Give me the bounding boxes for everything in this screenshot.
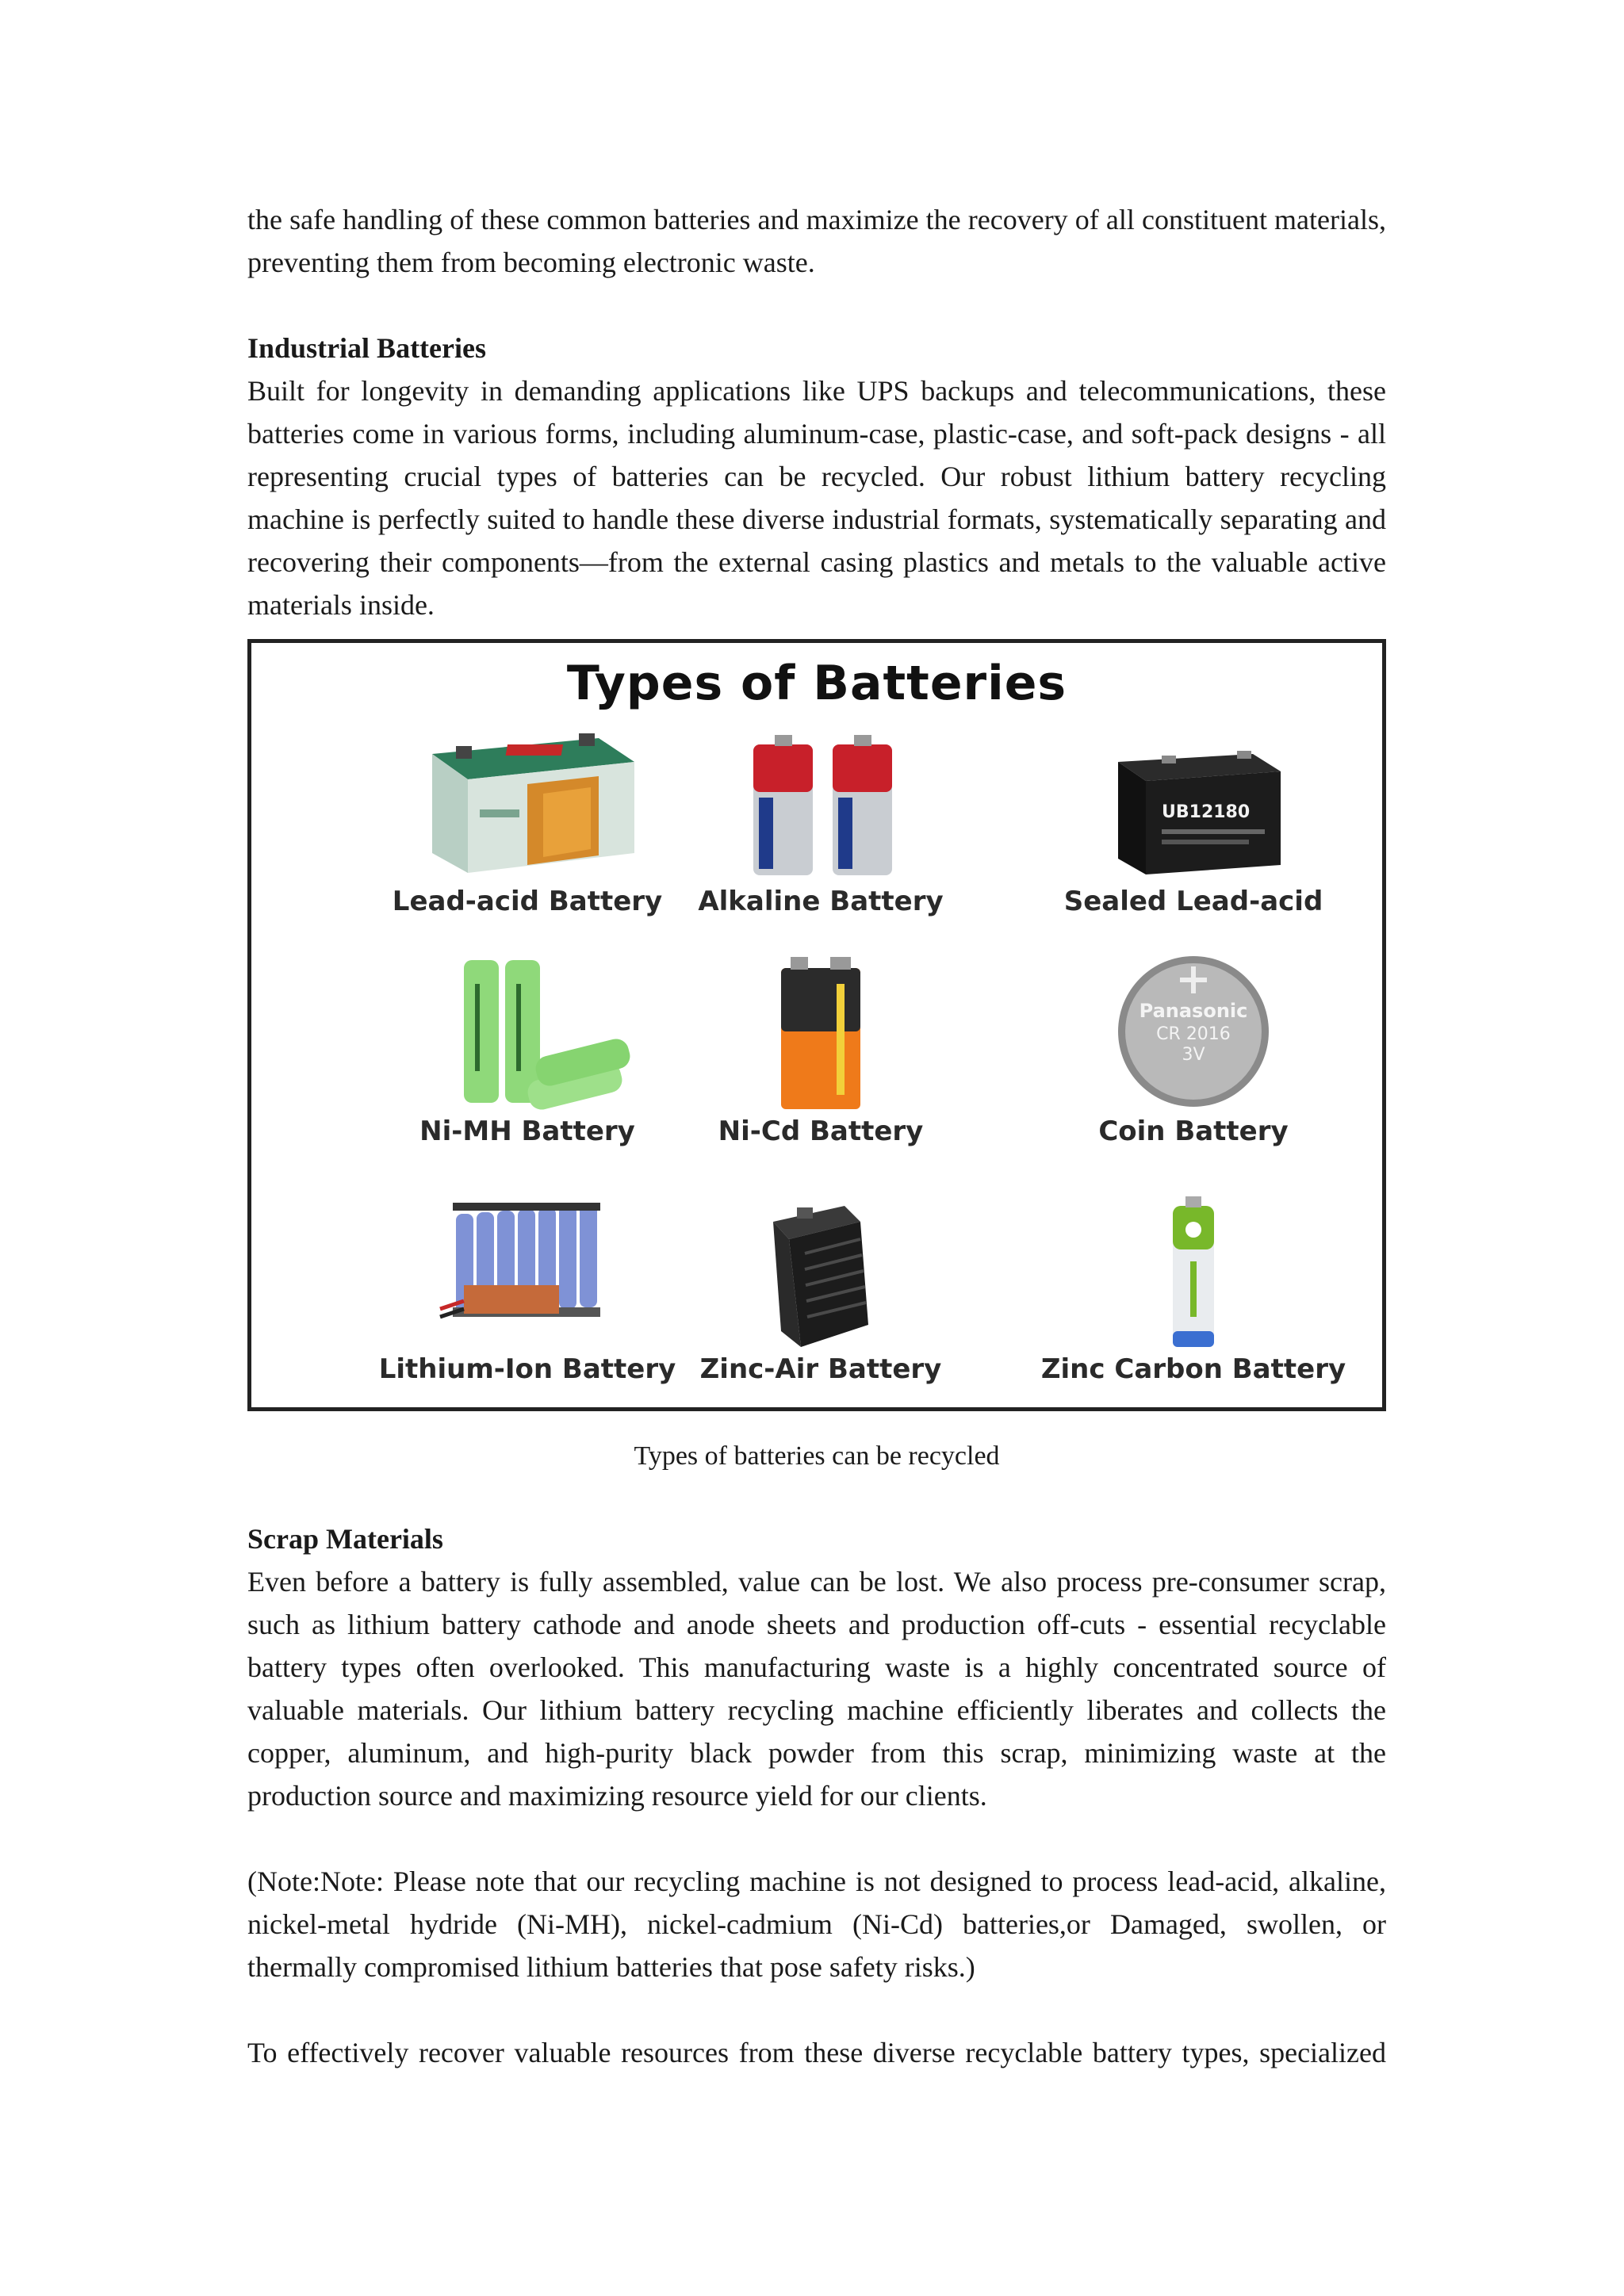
scrap-materials-heading: Scrap Materials <box>247 1523 443 1555</box>
battery-item-zinc-carbon <box>1011 1190 1376 1385</box>
ni-cd-battery-icon <box>702 952 940 1111</box>
coin-battery-icon <box>1074 952 1312 1111</box>
battery-item-coin <box>1011 952 1376 1147</box>
battery-item-alkaline <box>638 722 1003 917</box>
ni-mh-battery-icon <box>408 952 646 1111</box>
coin-voltage-print: 3V <box>1182 1045 1205 1065</box>
industrial-batteries-heading: Industrial Batteries <box>247 332 486 364</box>
battery-label: Alkaline Battery <box>698 886 944 917</box>
coin-brand-print: Panasonic <box>1139 1000 1248 1022</box>
intro-paragraph: the safe handling of these common batteries and maximize the recovery of all constituent materials, preventing them from becoming electronic waste. <box>247 204 1386 278</box>
battery-label: Ni-MH Battery <box>419 1115 635 1147</box>
closing-paragraph: To effectively recover valuable resources from these diverse recyclable battery types, specialized <box>247 2037 1386 2068</box>
battery-label: Zinc Carbon Battery <box>1040 1353 1346 1385</box>
scrap-materials-paragraph: Even before a battery is fully assembled, value can be lost. We also process pre-consumer scrap, such as lithium battery cathode and anode sheets and production off-cuts - essential recyclable battery types often overlooked. This manufacturing waste is a highly concentrated source of valuable materials. Our lithium battery recycling machine efficiently liberates and collects the copper, aluminum, and high-purity black powder from this scrap, minimizing waste at the production source and maximizing resource yield for our clients. <box>247 1566 1386 1812</box>
figure-caption: Types of batteries can be recycled <box>634 1441 1000 1471</box>
sealed-lead-acid-battery-icon <box>1074 722 1312 881</box>
alkaline-battery-icon <box>702 722 940 881</box>
zinc-carbon-battery-icon <box>1074 1190 1312 1349</box>
coin-model-print: CR 2016 <box>1156 1024 1231 1044</box>
battery-label: Zinc-Air Battery <box>699 1353 942 1385</box>
document-page <box>247 198 1386 2074</box>
sealed-battery-print: UB12180 <box>1162 802 1251 822</box>
battery-label: Coin Battery <box>1098 1115 1289 1147</box>
industrial-batteries-paragraph: Built for longevity in demanding applications like UPS backups and telecommunications, these batteries come in various forms, including aluminum-case, plastic-case, and soft-pack designs - all representing crucial types of batteries can be recycled. Our robust lithium battery recycling machine is perfectly suited to handle these diverse industrial formats, systematically separating and recovering their components—from the external casing plastics and metals to the valuable active materials inside. <box>247 375 1386 621</box>
lithium-ion-battery-pack-icon <box>408 1190 646 1349</box>
battery-item-ni-cd <box>638 952 1003 1147</box>
figure-title: Types of Batteries <box>566 656 1067 711</box>
zinc-air-battery-icon <box>702 1190 940 1349</box>
note-paragraph: (Note:Note: Please note that our recycling machine is not designed to process lead-acid, alkaline, nickel-metal hydride (Ni-MH), nickel-cadmium (Ni-Cd) batteries,or Damaged, swollen, or thermally compromised lithium batteries that pose safety risks.) <box>247 1866 1386 1983</box>
battery-label: Lithium-Ion Battery <box>378 1353 676 1385</box>
battery-item-zinc-air <box>638 1190 1003 1385</box>
battery-label: Sealed Lead-acid <box>1063 886 1323 917</box>
battery-item-sealed-lead-acid <box>1011 722 1376 917</box>
lead-acid-battery-icon <box>408 722 646 881</box>
battery-label: Lead-acid Battery <box>392 886 663 917</box>
types-of-batteries-figure <box>247 639 1386 1411</box>
battery-label: Ni-Cd Battery <box>718 1115 924 1147</box>
